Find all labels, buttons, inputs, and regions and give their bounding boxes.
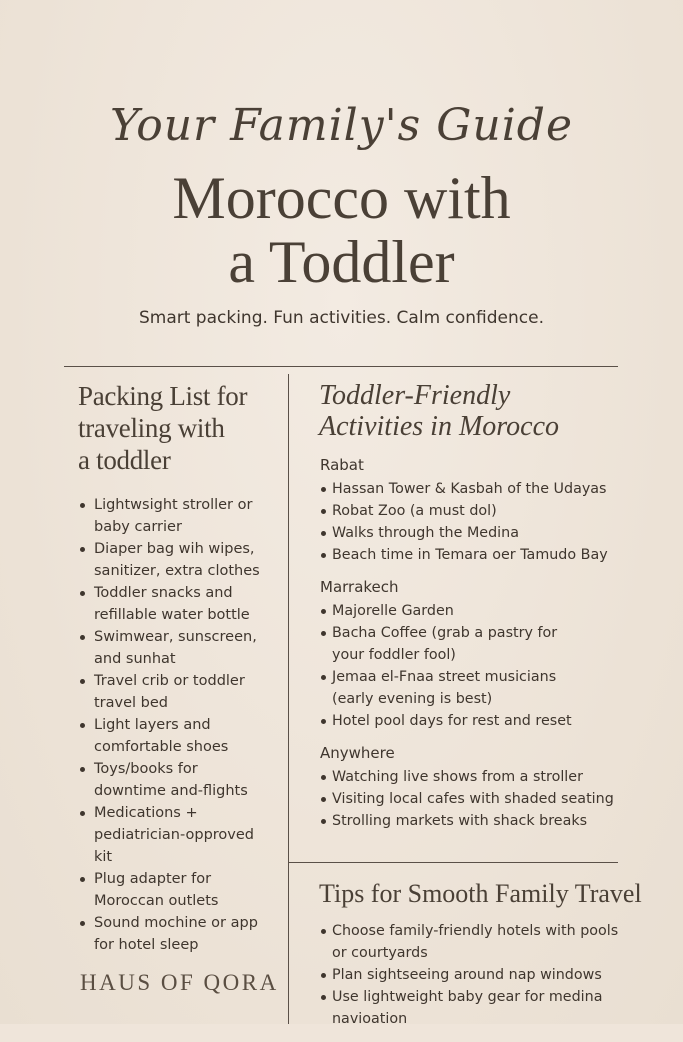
list-item-line: baby carrier xyxy=(94,519,182,535)
list-item-line: refillable water bottle xyxy=(94,607,250,623)
list-item xyxy=(319,788,639,810)
list-item xyxy=(319,766,639,788)
list-item-line: Sound mochine or app xyxy=(94,915,258,931)
tips-section xyxy=(319,878,649,1042)
list-item xyxy=(78,758,278,802)
list-item xyxy=(319,622,639,666)
list-item-line: sanitizer, extra clothes xyxy=(94,563,260,579)
list-item-line: pediatrician-opproved xyxy=(94,827,254,843)
list-item xyxy=(319,710,639,732)
tips-list xyxy=(319,920,649,1030)
list-item xyxy=(78,582,278,626)
list-item-line: Travel crib or toddler xyxy=(94,673,245,689)
brand-logo: HAUS OF QORA xyxy=(80,970,279,995)
title-line-2: a Toddler xyxy=(228,229,455,295)
list-item xyxy=(319,810,639,832)
list-item-line: (early evening is best) xyxy=(332,691,493,707)
list-item-line: Lightwsight stroller or xyxy=(94,497,253,513)
packing-heading-line-2: traveling with xyxy=(78,413,225,443)
list-item-line: Bacha Coffee (grab a pastry for xyxy=(332,625,558,641)
list-item-line: Moroccan outlets xyxy=(94,893,219,909)
list-item-line: Strolling markets with shack breaks xyxy=(332,813,588,829)
list-item-line: kit xyxy=(94,849,113,865)
page-title xyxy=(0,166,683,294)
packing-list xyxy=(78,494,278,956)
list-item-line: and sunhat xyxy=(94,651,176,667)
packing-heading-line-3: a toddler xyxy=(78,445,171,475)
list-item xyxy=(78,714,278,758)
list-item xyxy=(319,478,639,500)
list-item xyxy=(78,802,278,868)
list-item-line: Watching live shows from a stroller xyxy=(332,769,583,785)
title-line-1: Morocco with xyxy=(172,165,511,231)
packing-list-heading xyxy=(78,380,278,476)
list-item xyxy=(319,500,639,522)
list-item-line: Light layers and xyxy=(94,717,211,733)
list-item-line: Toddler snacks and xyxy=(94,585,233,601)
list-item xyxy=(319,544,639,566)
list-item xyxy=(78,538,278,582)
list-item-line: Hassan Tower & Kasbah of the Udayas xyxy=(332,481,607,497)
list-item xyxy=(78,670,278,714)
list-item-line: your foddler fool) xyxy=(332,647,456,663)
list-item-line: Visiting local cafes with shaded seating xyxy=(332,791,614,807)
list-item-line: Diaper bag wih wipes, xyxy=(94,541,255,557)
list-item-line: Toys/books for xyxy=(94,761,198,777)
packing-heading-line-1: Packing List for xyxy=(78,381,248,411)
city-heading: Marrakech xyxy=(320,578,399,596)
activity-list xyxy=(319,478,639,566)
list-item xyxy=(319,522,639,544)
list-item-line: Robat Zoo (a must dol) xyxy=(332,503,497,519)
activities-heading-line-1: Toddler-Friendly xyxy=(319,380,511,411)
list-item-line: Hotel pool days for rest and reset xyxy=(332,713,572,729)
city-heading: Anywhere xyxy=(320,744,395,762)
list-item-line: for hotel sleep xyxy=(94,937,199,953)
activities-section xyxy=(319,380,639,844)
activity-list xyxy=(319,766,639,832)
column-divider xyxy=(288,374,289,1024)
city-heading: Rabat xyxy=(320,456,364,474)
list-item-line: navioation xyxy=(332,1011,408,1027)
list-item xyxy=(78,912,278,956)
list-item-line: Walks through the Medina xyxy=(332,525,519,541)
list-item-line: Plug adapter for xyxy=(94,871,212,887)
list-item-line: Choose family-friendly hotels with pools xyxy=(332,923,619,939)
list-item xyxy=(319,986,649,1030)
list-item xyxy=(319,666,639,710)
activity-list xyxy=(319,600,639,732)
list-item-line: Beach time in Temara oer Tamudo Bay xyxy=(332,547,608,563)
list-item xyxy=(319,920,649,964)
activity-sections xyxy=(319,456,639,832)
list-item-line: Jemaa el-Fnaa street musicians xyxy=(332,669,557,685)
list-item-line: downtime and-flights xyxy=(94,783,248,799)
script-title: Your Family's Guide xyxy=(110,100,573,151)
top-divider xyxy=(64,366,618,367)
list-item xyxy=(319,600,639,622)
activities-heading-line-2: Activities in Morocco xyxy=(319,411,559,442)
list-item xyxy=(319,964,649,986)
tips-heading: Tips for Smooth Family Travel xyxy=(319,879,642,908)
list-item-line: comfortable shoes xyxy=(94,739,229,755)
list-item-line: travel bed xyxy=(94,695,169,711)
list-item-line: Use lightweight baby gear for medina xyxy=(332,989,603,1005)
list-item-line: or courtyards xyxy=(332,945,428,961)
list-item-line: Medications + xyxy=(94,805,198,821)
list-item xyxy=(78,868,278,912)
list-item-line: Plan sightseeing around nap windows xyxy=(332,967,602,983)
packing-list-section xyxy=(78,380,278,956)
list-item-line: Swimwear, sunscreen, xyxy=(94,629,257,645)
tips-divider xyxy=(288,862,618,863)
list-item xyxy=(78,626,278,670)
list-item xyxy=(78,494,278,538)
list-item-line: Majorelle Garden xyxy=(332,603,454,619)
activities-heading xyxy=(319,380,639,442)
tagline: Smart packing. Fun activities. Calm confidence. xyxy=(138,308,544,328)
